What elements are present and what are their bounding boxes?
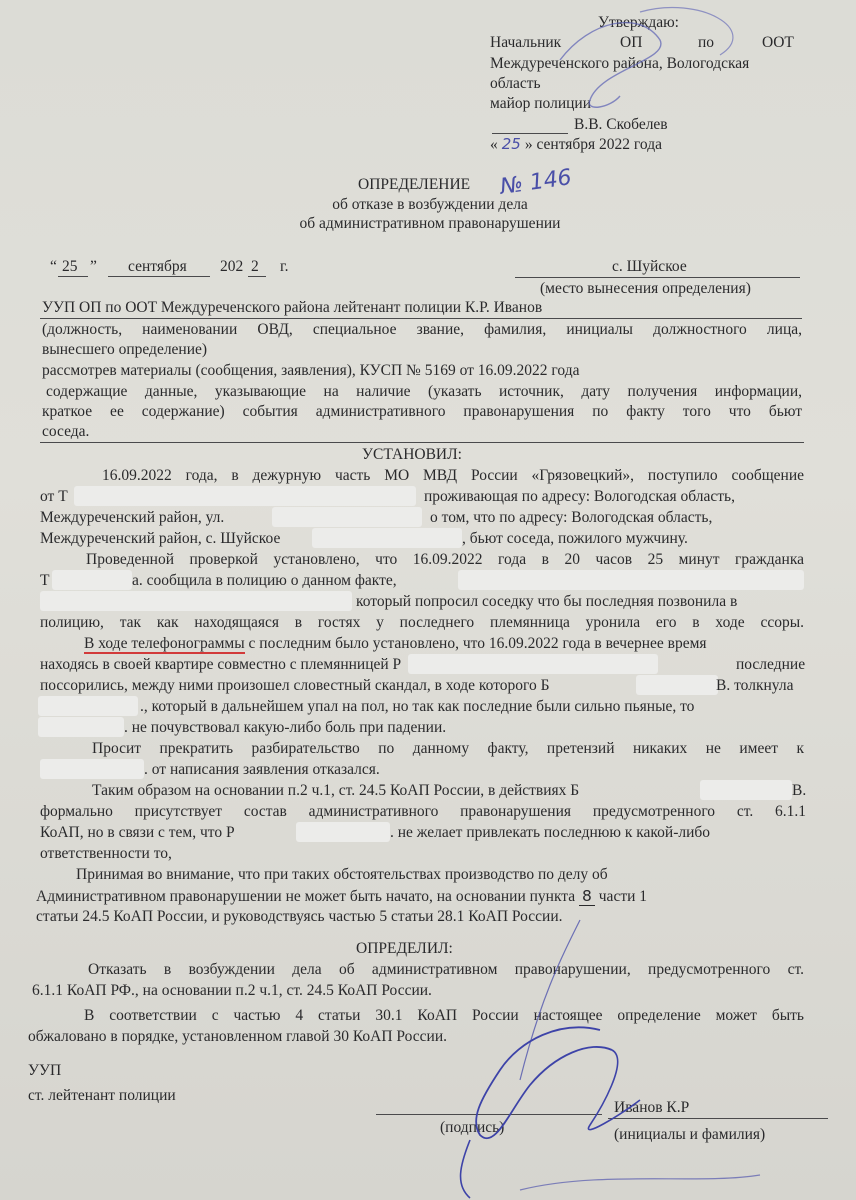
date-day: 25	[62, 258, 78, 275]
approval-date-rest: » сентября 2022 года	[524, 136, 662, 153]
underline	[40, 442, 804, 443]
signature-caption: (подпись)	[440, 1119, 505, 1136]
date-year-suffix: г.	[280, 258, 289, 275]
paragraph-line	[36, 887, 647, 906]
section-title-decided: ОПРЕДЕЛИЛ:	[356, 940, 453, 957]
paragraph-line	[84, 635, 707, 653]
redaction	[40, 759, 144, 779]
approval-date-prefix: «	[490, 136, 498, 153]
paragraph-line: Таким образом на основании п.2 ч.1, ст. 24.5 КоАП России, в действиях Б	[92, 782, 580, 799]
underline	[58, 276, 88, 277]
section-title-established: УСТАНОВИЛ:	[362, 446, 462, 463]
paragraph-line-part: Административном правонарушении не может быть начато, на основании пункта	[36, 888, 576, 905]
approval-line: область	[490, 75, 541, 92]
point-number: 8	[579, 887, 595, 906]
paragraph-line: обжаловано в порядке, установленном главой 30 КоАП России.	[28, 1028, 447, 1045]
approval-word: по	[698, 34, 715, 51]
paragraph-line: В.	[792, 782, 807, 799]
paragraph-line: 6.1.1 КоАП РФ., на основании п.2 ч.1, ст. 24.5 КоАП России.	[32, 982, 432, 999]
paragraph-line: Междуреченский район, ул.	[40, 509, 225, 526]
redaction	[38, 717, 124, 737]
paragraph-line: формально присутствует состав административного правонарушения предусмотренного ст. 6.1.1	[40, 803, 806, 820]
signature-line	[376, 1114, 602, 1115]
document-subtitle: об административном правонарушении	[299, 215, 561, 232]
contents-text: краткое ее содержание) события административного правонарушения по факту того что бьют	[42, 403, 802, 420]
redaction	[408, 654, 658, 674]
approval-date	[490, 135, 662, 154]
date-year-prefix: 202	[220, 258, 244, 275]
redaction	[272, 507, 422, 527]
paragraph-line: Принимая во внимание, что при таких обстоятельствах производство по делу об	[76, 866, 608, 883]
paragraph-line-part: части 1	[598, 888, 648, 905]
paragraph-line: Т	[40, 572, 50, 589]
paragraph-line: последние	[736, 656, 806, 673]
place-of-issue: с. Шуйское	[612, 258, 687, 275]
paragraph-line: находясь в своей квартире совместно с племянницей Р	[40, 656, 402, 673]
paragraph-line: Просит прекратить разбирательство по данному факту, претензий никаких не имеет к	[92, 740, 804, 757]
paragraph-line: ., который в дальнейшем упал на пол, но так как последние были сильно пьяные, то	[140, 698, 695, 715]
paragraph-line: полицию, так как находящаяся в гостях у последнего племянница уронила его в ходе ссоры.	[40, 614, 804, 631]
paragraph-line: . не желает привлекать последнюю к какой-либо	[390, 824, 711, 841]
redaction	[312, 528, 462, 548]
approval-word: ООТ	[762, 34, 794, 51]
approval-signature-line	[492, 133, 568, 134]
signer-name: Иванов К.Р	[614, 1099, 690, 1116]
name-line	[608, 1118, 828, 1119]
paragraph-line: КоАП, но в связи с тем, что Р	[40, 824, 235, 841]
approval-line: Междуреченского района, Вологодская	[490, 55, 750, 72]
paragraph-line: Отказать в возбуждении дела об административном правонарушении, предусмотренного ст.	[88, 961, 804, 978]
handwritten-number: № 146	[498, 165, 574, 200]
paragraph-line: ответственности то,	[40, 845, 172, 862]
official-caption: (должность, наименовании ОВД, специальное звание, фамилия, инициалы должностного лица,	[42, 321, 802, 338]
approval-word: Начальник	[490, 34, 562, 51]
redaction	[52, 570, 132, 590]
signer-rank: ст. лейтенант полиции	[28, 1087, 176, 1104]
underline	[40, 318, 802, 319]
date-open-quote: “	[50, 258, 57, 275]
date-close-quote: ”	[90, 258, 97, 275]
underline	[515, 277, 800, 278]
contents-text: соседа.	[42, 423, 90, 440]
redaction	[296, 822, 390, 842]
underline	[248, 276, 266, 277]
redaction	[458, 570, 804, 590]
redaction	[74, 486, 416, 506]
underline	[108, 276, 210, 277]
document-subtitle: об отказе в возбуждении дела	[332, 196, 528, 213]
paragraph-line: 16.09.2022 года, в дежурную часть МО МВД России «Грязовецкий», поступило сообщение	[102, 467, 804, 484]
signer-role: УУП	[28, 1062, 62, 1079]
approval-word: ОП	[620, 34, 643, 51]
approval-line: майор полиции	[490, 95, 592, 112]
redaction	[38, 696, 138, 716]
paragraph-line: а. сообщила в полицию о данном факте,	[132, 572, 397, 589]
paragraph-line-rest: с последним было установлено, что 16.09.2022 года в вечернее время	[248, 635, 707, 652]
paragraph-line: В. толкнула	[716, 677, 794, 694]
paragraph-line: проживающая по адресу: Вологодская область,	[424, 488, 735, 505]
approval-date-day: 25	[501, 135, 521, 153]
paragraph-line: , бьют соседа, пожилого мужчину.	[462, 530, 688, 547]
reviewed-materials: рассмотрев материалы (сообщения, заявления), КУСП № 5169 от 16.09.2022 года	[42, 362, 580, 379]
contents-text: содержащие данные, указывающие на наличие (указать источник, дату получения информации,	[46, 383, 802, 400]
paragraph-line: Проведенной проверкой установлено, что 16.09.2022 года в 20 часов 25 минут гражданка	[86, 551, 804, 568]
approval-chief-name: В.В. Скобелев	[574, 116, 668, 133]
paragraph-line: о том, что по адресу: Вологодская область,	[430, 509, 713, 526]
date-year-digit: 2	[251, 258, 259, 275]
underlined-phrase: В ходе телефонограммы	[84, 635, 245, 652]
paragraph-line: от Т	[40, 488, 68, 505]
paragraph-line: который попросил соседку что бы последняя позвонила в	[356, 593, 738, 610]
paragraph-line: В соответствии с частью 4 статьи 30.1 КоАП России настоящее определение может быть	[84, 1007, 804, 1024]
name-caption: (инициалы и фамилия)	[614, 1126, 766, 1143]
paragraph-line: . от написания заявления отказался.	[144, 761, 380, 778]
redaction	[636, 675, 718, 695]
official-line: УУП ОП по ООТ Междуреченского района лейтенант полиции К.Р. Иванов	[42, 299, 543, 316]
approval-title: Утверждаю:	[598, 14, 679, 31]
redaction	[40, 591, 352, 611]
place-caption: (место вынесения определения)	[540, 280, 751, 297]
official-caption: вынесшего определение)	[42, 341, 208, 358]
redaction	[700, 780, 792, 800]
paragraph-line: Междуреченский район, с. Шуйское	[40, 530, 281, 547]
date-month: сентября	[128, 258, 187, 275]
document-title: ОПРЕДЕЛЕНИЕ	[358, 176, 471, 193]
paragraph-line: . не почувствовал какую-либо боль при падении.	[124, 719, 447, 736]
paragraph-line: статьи 24.5 КоАП России, и руководствуясь частью 5 статьи 28.1 КоАП России.	[36, 908, 563, 925]
paragraph-line: поссорились, между ними произошел словестный скандал, в ходе которого Б	[40, 677, 550, 694]
